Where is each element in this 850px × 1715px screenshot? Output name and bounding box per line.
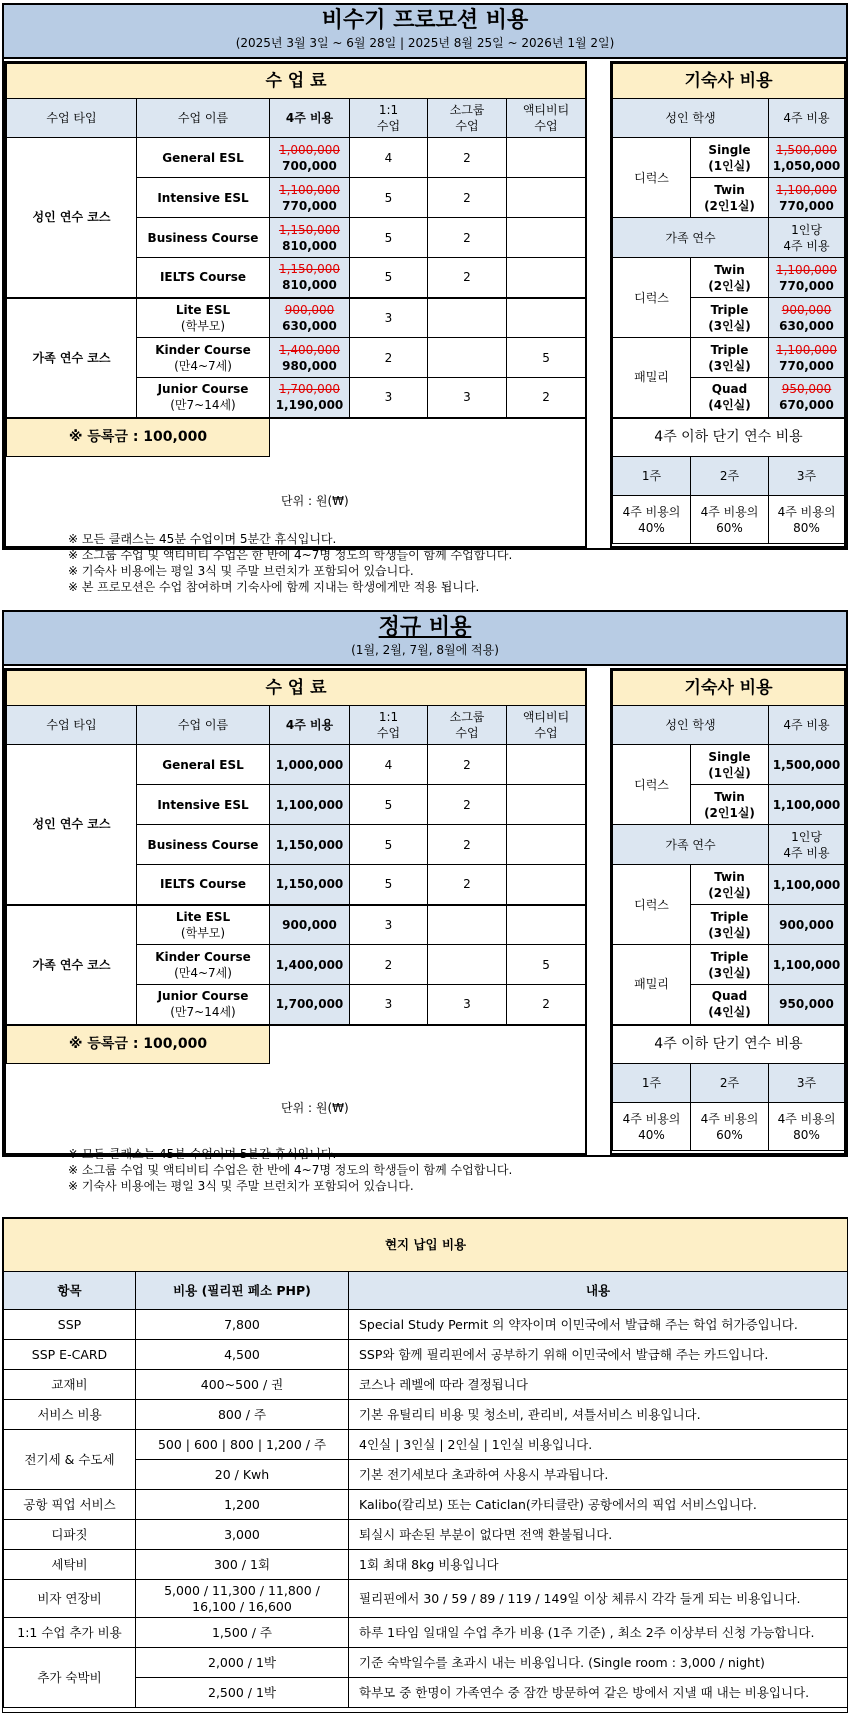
new-price: 700,000 bbox=[282, 158, 337, 173]
small-group bbox=[428, 945, 507, 985]
promo-tuition-pane bbox=[4, 61, 587, 594]
course-price bbox=[270, 258, 350, 298]
course-price: 1,150,000 bbox=[270, 825, 350, 865]
new-price: 1,190,000 bbox=[275, 398, 344, 413]
deluxe-label: 디럭스 bbox=[613, 138, 691, 218]
old-price: 1,100,000 bbox=[278, 182, 341, 197]
promo-banner bbox=[4, 5, 846, 59]
fee-desc: 하루 1타임 일대일 수업 추가 비용 (1주 기준) , 최소 2주 이상부터 신청 가능합니다. bbox=[349, 1618, 848, 1648]
room-sub: (3인실) bbox=[708, 925, 751, 940]
course-name: Business Course bbox=[137, 825, 270, 865]
room-cell bbox=[691, 138, 769, 178]
room-price: 1,100,000 bbox=[769, 945, 845, 985]
room-price: 1,100,000 bbox=[769, 785, 845, 825]
old-price: 1,100,000 bbox=[775, 182, 838, 197]
promo-dorm-pane bbox=[610, 61, 846, 548]
promo-title: 비수기 프로모션 비용 bbox=[321, 8, 529, 33]
col-header-name: 수업 이름 bbox=[137, 706, 270, 745]
promo-tuition-table bbox=[6, 63, 586, 457]
room-name: Triple bbox=[710, 342, 749, 357]
fee-desc: 학부모 중 한명이 가족연수 중 잠깐 방문하여 같은 방에서 지낼 때 내는 비용입니다. bbox=[349, 1678, 848, 1708]
room-sub: (3인실) bbox=[708, 318, 751, 333]
course-sub: (만7~14세) bbox=[170, 398, 236, 413]
one-on-one: 5 bbox=[350, 825, 428, 865]
course-name: General ESL bbox=[137, 138, 270, 178]
fee-desc: 1회 최대 8kg 비용입니다 bbox=[349, 1550, 848, 1580]
regular-dorm-table bbox=[612, 670, 845, 1151]
course-price bbox=[270, 138, 350, 178]
old-price: 950,000 bbox=[781, 382, 832, 397]
note: ※ 모든 클래스는 45분 수업이며 5분간 휴식입니다. bbox=[68, 1147, 337, 1161]
week-label: 1주 bbox=[613, 457, 691, 496]
promo-notes bbox=[68, 531, 512, 595]
promo-section bbox=[2, 3, 848, 594]
course-sub: (학부모) bbox=[180, 318, 226, 333]
course-name: IELTS Course bbox=[137, 865, 270, 905]
week-rate: 4주 비용의 80% bbox=[769, 496, 845, 544]
room-cell bbox=[691, 985, 769, 1025]
course-name: Lite ESL bbox=[175, 302, 231, 317]
deluxe-label: 디럭스 bbox=[613, 745, 691, 825]
regular-tuition-table bbox=[6, 670, 586, 1064]
promo-tuition-title: 수 업 료 bbox=[7, 64, 586, 99]
old-price: 1,500,000 bbox=[775, 142, 838, 157]
table-row bbox=[4, 1490, 848, 1520]
new-price: 670,000 bbox=[779, 398, 834, 413]
fee-desc: Special Study Permit 의 약자이며 이민국에서 발급해 주는 학업 허가증입니다. bbox=[349, 1310, 848, 1340]
room-price bbox=[769, 138, 845, 178]
col-header-activity: 액티비티 수업 bbox=[507, 706, 586, 745]
room-sub: (2인실) bbox=[708, 278, 751, 293]
course-name: Junior Course bbox=[157, 989, 249, 1004]
table-row bbox=[4, 1580, 848, 1618]
room-cell bbox=[691, 298, 769, 338]
course-name: Junior Course bbox=[157, 382, 249, 397]
group-family: 가족 연수 코스 bbox=[7, 298, 137, 418]
course-name: Lite ESL bbox=[175, 909, 231, 924]
activity bbox=[507, 745, 586, 785]
room-sub: (4인실) bbox=[708, 398, 751, 413]
one-on-one: 5 bbox=[350, 785, 428, 825]
col-header-small-group: 소그룹 수업 bbox=[428, 706, 507, 745]
family-label: 가족 연수 bbox=[613, 825, 769, 865]
fee-item: 서비스 비용 bbox=[4, 1400, 136, 1430]
col-header-cost: 비용 (필리핀 페소 PHP) bbox=[136, 1272, 349, 1310]
small-group: 2 bbox=[428, 218, 507, 258]
one-on-one: 5 bbox=[350, 865, 428, 905]
regular-dorm-pane bbox=[610, 668, 846, 1155]
course-name-cell bbox=[137, 338, 270, 378]
room-cell bbox=[691, 785, 769, 825]
col-header-type: 수업 타입 bbox=[7, 706, 137, 745]
table-row bbox=[4, 1370, 848, 1400]
course-price: 1,100,000 bbox=[270, 785, 350, 825]
course-name-cell bbox=[137, 378, 270, 418]
one-on-one: 5 bbox=[350, 258, 428, 298]
course-name: Kinder Course bbox=[155, 949, 251, 964]
room-sub: (2인1실) bbox=[704, 198, 755, 213]
room-name: Quad bbox=[711, 989, 748, 1004]
course-name: Intensive ESL bbox=[137, 178, 270, 218]
regular-title: 정규 비용 bbox=[378, 615, 472, 640]
activity bbox=[507, 825, 586, 865]
registration-fee: ※ 등록금 : 100,000 bbox=[7, 418, 270, 457]
one-on-one: 2 bbox=[350, 338, 428, 378]
col-header-price: 4주 비용 bbox=[270, 706, 350, 745]
fee-desc: 4인실 | 3인실 | 2인실 | 1인실 비용입니다. bbox=[349, 1430, 848, 1460]
course-price bbox=[270, 378, 350, 418]
small-group: 3 bbox=[428, 378, 507, 418]
room-cell bbox=[691, 945, 769, 985]
course-price: 1,000,000 bbox=[270, 745, 350, 785]
activity: 2 bbox=[507, 378, 586, 418]
col-header-small-group: 소그룹 수업 bbox=[428, 99, 507, 138]
new-price: 630,000 bbox=[779, 318, 834, 333]
room-name: Twin bbox=[714, 789, 745, 804]
activity bbox=[507, 178, 586, 218]
fee-cost: 800 / 주 bbox=[136, 1400, 349, 1430]
small-group: 3 bbox=[428, 985, 507, 1025]
short-term-title: 4주 이하 단기 연수 비용 bbox=[613, 418, 845, 457]
regular-body bbox=[4, 668, 846, 1193]
course-name-cell bbox=[137, 945, 270, 985]
table-row bbox=[4, 1520, 848, 1550]
note: ※ 모든 클래스는 45분 수업이며 5분간 휴식입니다. bbox=[68, 532, 337, 546]
room-name: Twin bbox=[714, 182, 745, 197]
promo-subtitle: (2025년 3월 3일 ~ 6월 28일 | 2025년 8월 25일 ~ 2026년 1월 2일) bbox=[235, 36, 615, 50]
table-row bbox=[4, 1618, 848, 1648]
regular-tuition-pane bbox=[4, 668, 587, 1193]
old-price: 1,100,000 bbox=[775, 342, 838, 357]
course-price: 1,150,000 bbox=[270, 865, 350, 905]
short-term-title: 4주 이하 단기 연수 비용 bbox=[613, 1025, 845, 1064]
room-sub: (4인실) bbox=[708, 1005, 751, 1020]
family-cost-label: 1인당 4주 비용 bbox=[769, 825, 845, 865]
fee-item: 교재비 bbox=[4, 1370, 136, 1400]
fee-cost: 5,000 / 11,300 / 11,800 / 16,100 / 16,600 bbox=[136, 1580, 349, 1618]
group-family: 가족 연수 코스 bbox=[7, 905, 137, 1025]
course-price: 1,400,000 bbox=[270, 945, 350, 985]
group-adult: 성인 연수 코스 bbox=[7, 138, 137, 298]
course-name-cell bbox=[137, 905, 270, 945]
deluxe-label: 디럭스 bbox=[613, 258, 691, 338]
col-header-name: 수업 이름 bbox=[137, 99, 270, 138]
old-price: 1,100,000 bbox=[775, 262, 838, 277]
local-fees-section bbox=[2, 1217, 848, 1713]
fee-cost: 300 / 1회 bbox=[136, 1550, 349, 1580]
room-price: 950,000 bbox=[769, 985, 845, 1025]
course-price bbox=[270, 178, 350, 218]
col-header-item: 항목 bbox=[4, 1272, 136, 1310]
activity: 2 bbox=[507, 985, 586, 1025]
local-fees-title: 현지 납입 비용 bbox=[4, 1219, 848, 1272]
promo-body bbox=[4, 61, 846, 594]
col-header-one-on-one: 1:1 수업 bbox=[350, 706, 428, 745]
table-row bbox=[4, 1340, 848, 1370]
small-group bbox=[428, 298, 507, 338]
activity: 5 bbox=[507, 338, 586, 378]
fee-cost: 2,000 / 1박 bbox=[136, 1648, 349, 1678]
fourweek-label: 4주 비용 bbox=[769, 706, 845, 745]
note: ※ 기숙사 비용에는 평일 3식 및 주말 브런치가 포함되어 있습니다. bbox=[68, 1179, 414, 1193]
one-on-one: 3 bbox=[350, 298, 428, 338]
room-price bbox=[769, 178, 845, 218]
one-on-one: 3 bbox=[350, 905, 428, 945]
room-name: Twin bbox=[714, 262, 745, 277]
small-group: 2 bbox=[428, 745, 507, 785]
fee-item: 세탁비 bbox=[4, 1550, 136, 1580]
small-group bbox=[428, 338, 507, 378]
room-sub: (1인실) bbox=[708, 765, 751, 780]
fee-desc: 코스나 레벨에 따라 결정됩니다 bbox=[349, 1370, 848, 1400]
course-price: 900,000 bbox=[270, 905, 350, 945]
activity bbox=[507, 905, 586, 945]
room-price bbox=[769, 378, 845, 418]
old-price: 1,000,000 bbox=[278, 142, 341, 157]
room-name: Twin bbox=[714, 869, 745, 884]
family-room-label: 패밀리 bbox=[613, 945, 691, 1025]
activity bbox=[507, 258, 586, 298]
room-cell bbox=[691, 258, 769, 298]
one-on-one: 5 bbox=[350, 218, 428, 258]
room-name: Quad bbox=[711, 382, 748, 397]
new-price: 770,000 bbox=[779, 198, 834, 213]
old-price: 1,150,000 bbox=[278, 262, 341, 277]
fee-item: 비자 연장비 bbox=[4, 1580, 136, 1618]
week-rate: 4주 비용의 40% bbox=[613, 1103, 691, 1151]
col-header-type: 수업 타입 bbox=[7, 99, 137, 138]
table-row bbox=[4, 1400, 848, 1430]
course-sub: (만4~7세) bbox=[174, 965, 232, 980]
week-rate: 4주 비용의 80% bbox=[769, 1103, 845, 1151]
one-on-one: 5 bbox=[350, 178, 428, 218]
room-name: Triple bbox=[710, 949, 749, 964]
room-cell bbox=[691, 178, 769, 218]
old-price: 900,000 bbox=[781, 302, 832, 317]
old-price: 1,700,000 bbox=[278, 382, 341, 397]
small-group: 2 bbox=[428, 138, 507, 178]
room-cell bbox=[691, 865, 769, 905]
fee-cost: 20 / Kwh bbox=[136, 1460, 349, 1490]
week-label: 3주 bbox=[769, 457, 845, 496]
fee-item: 1:1 수업 추가 비용 bbox=[4, 1618, 136, 1648]
fee-item: 공항 픽업 서비스 bbox=[4, 1490, 136, 1520]
promo-dorm-table bbox=[612, 63, 845, 544]
course-name: Kinder Course bbox=[155, 342, 251, 357]
family-label: 가족 연수 bbox=[613, 218, 769, 258]
activity bbox=[507, 298, 586, 338]
regular-tuition-title: 수 업 료 bbox=[7, 671, 586, 706]
note: ※ 소그룹 수업 및 액티비티 수업은 한 반에 4~7명 정도의 학생들이 함께 수업합니다. bbox=[68, 548, 513, 562]
new-price: 1,050,000 bbox=[772, 158, 841, 173]
course-sub: (만7~14세) bbox=[170, 1005, 236, 1020]
week-label: 2주 bbox=[691, 457, 769, 496]
fee-cost: 1,200 bbox=[136, 1490, 349, 1520]
new-price: 770,000 bbox=[779, 278, 834, 293]
fee-cost: 1,500 / 주 bbox=[136, 1618, 349, 1648]
activity bbox=[507, 138, 586, 178]
course-name: Business Course bbox=[137, 218, 270, 258]
regular-subtitle: (1월, 2월, 7월, 8월에 적용) bbox=[351, 643, 499, 657]
adult-student-label: 성인 학생 bbox=[613, 99, 769, 138]
col-header-desc: 내용 bbox=[349, 1272, 848, 1310]
unit-label: 단위 : 원(₩) bbox=[281, 1101, 349, 1115]
table-row bbox=[4, 1430, 848, 1460]
room-cell bbox=[691, 905, 769, 945]
course-sub: (학부모) bbox=[180, 925, 226, 940]
regular-section bbox=[2, 610, 848, 1193]
col-header-price: 4주 비용 bbox=[270, 99, 350, 138]
new-price: 810,000 bbox=[282, 278, 337, 293]
activity bbox=[507, 865, 586, 905]
room-cell bbox=[691, 745, 769, 785]
one-on-one: 3 bbox=[350, 378, 428, 418]
new-price: 980,000 bbox=[282, 358, 337, 373]
small-group: 2 bbox=[428, 178, 507, 218]
fee-desc: SSP와 함께 필리핀에서 공부하기 위해 이민국에서 발급해 주는 카드입니다. bbox=[349, 1340, 848, 1370]
week-rate: 4주 비용의 60% bbox=[691, 496, 769, 544]
note: ※ 본 프로모션은 수업 참여하며 기숙사에 함께 지내는 학생에게만 적용 됩니다. bbox=[68, 580, 480, 594]
table-row bbox=[4, 1310, 848, 1340]
fee-item: SSP bbox=[4, 1310, 136, 1340]
room-price bbox=[769, 298, 845, 338]
room-sub: (3인실) bbox=[708, 965, 751, 980]
room-cell bbox=[691, 378, 769, 418]
one-on-one: 3 bbox=[350, 985, 428, 1025]
adult-student-label: 성인 학생 bbox=[613, 706, 769, 745]
new-price: 810,000 bbox=[282, 238, 337, 253]
course-sub: (만4~7세) bbox=[174, 358, 232, 373]
room-name: Triple bbox=[710, 302, 749, 317]
table-row bbox=[4, 1550, 848, 1580]
room-price bbox=[769, 258, 845, 298]
fee-cost: 4,500 bbox=[136, 1340, 349, 1370]
course-name: IELTS Course bbox=[137, 258, 270, 298]
new-price: 770,000 bbox=[779, 358, 834, 373]
regular-notes bbox=[68, 1146, 512, 1194]
fee-desc: 기본 유틸리티 비용 및 청소비, 관리비, 셔틀서비스 비용입니다. bbox=[349, 1400, 848, 1430]
family-cost-label: 1인당 4주 비용 bbox=[769, 218, 845, 258]
note: ※ 소그룹 수업 및 액티비티 수업은 한 반에 4~7명 정도의 학생들이 함께 수업합니다. bbox=[68, 1163, 513, 1177]
course-name-cell bbox=[137, 298, 270, 338]
local-fees-table bbox=[3, 1218, 848, 1708]
fee-desc: Kalibo(칼리보) 또는 Caticlan(카티클란) 공항에서의 픽업 서비스입니다. bbox=[349, 1490, 848, 1520]
fee-desc: 퇴실시 파손된 부분이 없다면 전액 환불됩니다. bbox=[349, 1520, 848, 1550]
room-sub: (2인1실) bbox=[704, 805, 755, 820]
course-name: General ESL bbox=[137, 745, 270, 785]
fee-cost: 500 | 600 | 800 | 1,200 / 주 bbox=[136, 1430, 349, 1460]
fee-item: 전기세 & 수도세 bbox=[4, 1430, 136, 1490]
one-on-one: 4 bbox=[350, 745, 428, 785]
course-price bbox=[270, 338, 350, 378]
room-cell bbox=[691, 338, 769, 378]
fee-desc: 기본 전기세보다 초과하여 사용시 부과됩니다. bbox=[349, 1460, 848, 1490]
old-price: 1,150,000 bbox=[278, 222, 341, 237]
course-name-cell bbox=[137, 985, 270, 1025]
regular-banner bbox=[4, 612, 846, 666]
fee-cost: 3,000 bbox=[136, 1520, 349, 1550]
activity bbox=[507, 785, 586, 825]
room-name: Single bbox=[708, 142, 751, 157]
promo-dorm-title: 기숙사 비용 bbox=[613, 64, 845, 99]
week-rate: 4주 비용의 40% bbox=[613, 496, 691, 544]
room-price: 900,000 bbox=[769, 905, 845, 945]
week-label: 1주 bbox=[613, 1064, 691, 1103]
small-group: 2 bbox=[428, 865, 507, 905]
room-name: Single bbox=[708, 749, 751, 764]
new-price: 630,000 bbox=[282, 318, 337, 333]
fee-item: 추가 숙박비 bbox=[4, 1648, 136, 1708]
week-label: 3주 bbox=[769, 1064, 845, 1103]
fee-desc: 기준 숙박일수를 초과시 내는 비용입니다. (Single room : 3,000 / night) bbox=[349, 1648, 848, 1678]
room-price: 1,500,000 bbox=[769, 745, 845, 785]
unit-label: 단위 : 원(₩) bbox=[281, 494, 349, 508]
one-on-one: 2 bbox=[350, 945, 428, 985]
note: ※ 기숙사 비용에는 평일 3식 및 주말 브런치가 포함되어 있습니다. bbox=[68, 564, 414, 578]
room-price bbox=[769, 338, 845, 378]
small-group: 2 bbox=[428, 825, 507, 865]
fee-item: SSP E-CARD bbox=[4, 1340, 136, 1370]
one-on-one: 4 bbox=[350, 138, 428, 178]
week-label: 2주 bbox=[691, 1064, 769, 1103]
small-group: 2 bbox=[428, 258, 507, 298]
course-price bbox=[270, 218, 350, 258]
room-sub: (2인실) bbox=[708, 885, 751, 900]
course-price bbox=[270, 298, 350, 338]
activity: 5 bbox=[507, 945, 586, 985]
fourweek-label: 4주 비용 bbox=[769, 99, 845, 138]
room-name: Triple bbox=[710, 909, 749, 924]
new-price: 770,000 bbox=[282, 198, 337, 213]
old-price: 900,000 bbox=[284, 302, 335, 317]
fee-desc: 필리핀에서 30 / 59 / 89 / 119 / 149일 이상 체류시 각각 들게 되는 비용입니다. bbox=[349, 1580, 848, 1618]
course-name: Intensive ESL bbox=[137, 785, 270, 825]
group-adult: 성인 연수 코스 bbox=[7, 745, 137, 905]
fee-cost: 2,500 / 1박 bbox=[136, 1678, 349, 1708]
regular-dorm-title: 기숙사 비용 bbox=[613, 671, 845, 706]
deluxe-label: 디럭스 bbox=[613, 865, 691, 945]
fee-item: 디파짓 bbox=[4, 1520, 136, 1550]
fee-cost: 7,800 bbox=[136, 1310, 349, 1340]
col-header-activity: 액티비티 수업 bbox=[507, 99, 586, 138]
room-price: 1,100,000 bbox=[769, 865, 845, 905]
small-group: 2 bbox=[428, 785, 507, 825]
col-header-one-on-one: 1:1 수업 bbox=[350, 99, 428, 138]
room-sub: (3인실) bbox=[708, 358, 751, 373]
table-row bbox=[4, 1648, 848, 1678]
registration-fee: ※ 등록금 : 100,000 bbox=[7, 1025, 270, 1064]
fee-cost: 400~500 / 권 bbox=[136, 1370, 349, 1400]
family-room-label: 패밀리 bbox=[613, 338, 691, 418]
week-rate: 4주 비용의 60% bbox=[691, 1103, 769, 1151]
activity bbox=[507, 218, 586, 258]
old-price: 1,400,000 bbox=[278, 342, 341, 357]
room-sub: (1인실) bbox=[708, 158, 751, 173]
small-group bbox=[428, 905, 507, 945]
course-price: 1,700,000 bbox=[270, 985, 350, 1025]
